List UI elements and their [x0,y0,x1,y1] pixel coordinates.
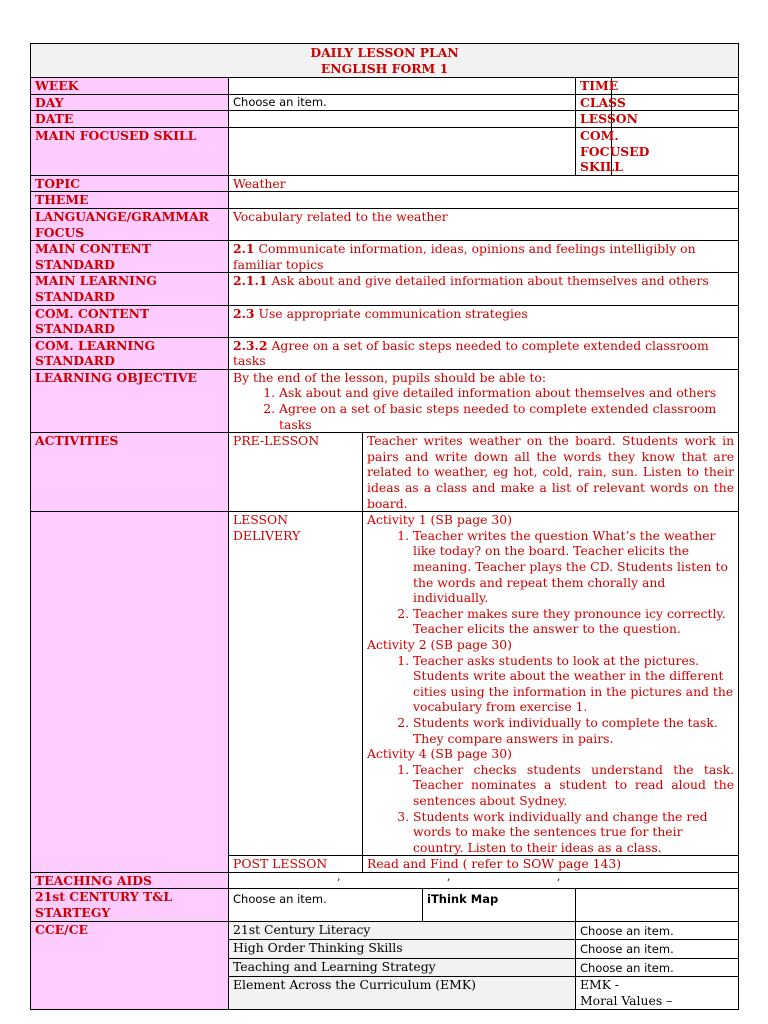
theme-label: THEME [31,192,229,209]
time-label: TIME [576,78,612,95]
moral-values-line: Moral Values – [580,993,673,1009]
lesson-delivery-text [363,512,739,856]
date-label: DATE [31,111,229,128]
aid-separator: , [447,869,451,883]
language-label: LANGUANGE/GRAMMAR FOCUS [31,208,229,240]
week-field[interactable] [229,78,576,95]
main-content-code: 2.1 [233,241,255,257]
objective-value [229,369,739,432]
com-content-code: 2.3 [233,305,255,321]
pre-lesson-label: PRE-LESSON [229,433,363,512]
plan-subtitle: ENGLISH FORM 1 [320,60,449,76]
objective-item: 1. Ask about and give detailed information about themselves and others [279,385,734,401]
lesson-plan-table [30,43,739,1010]
activity-2-list [367,653,734,747]
activity-4-list [367,762,734,856]
com-learning-value [229,337,739,369]
plan-title: DAILY LESSON PLAN [310,45,459,60]
main-skill-field[interactable] [229,127,576,175]
emk-line: EMK - [580,977,620,993]
main-skill-label: MAIN FOCUSED SKILL [31,127,229,175]
main-learning-code: 2.1.1 [233,273,268,289]
cce-strategy-label: Teaching and Learning Strategy [229,958,576,977]
ithink-map-field[interactable] [576,889,739,921]
aid-separator: , [557,869,561,883]
pre-lesson-text: Teacher writes weather on the board. Students work in pairs and write down all the words they know that are related to weather, eg hot, cold, rain, sun. Listen to their ideas as a class and make a list of relevant words on the board. [363,433,739,512]
activity-1-item: 2. Teacher makes sure they pronounce icy correctly. Teacher elicits the answer to the question. [413,606,734,637]
activity-1-item: 1. Teacher writes the question What’s the weather like today? on the board. Teacher elicits the meaning. Teacher plays the CD. Students listen to the words and repeat them chorally and individually. [413,528,734,606]
cce-literacy-label: 21st Century Literacy [229,921,576,940]
objective-intro: By the end of the lesson, pupils should be able to: [233,369,547,385]
century-dropdown[interactable]: Choose an item. [229,889,423,921]
activity-2-title: Activity 2 (SB page 30) [367,636,513,652]
plan-header [31,44,739,78]
activity-4-title: Activity 4 (SB page 30) [367,746,513,762]
topic-label: TOPIC [31,175,229,192]
activities-label: ACTIVITIES [31,433,229,512]
com-content-text: Use appropriate communication strategies [254,305,528,321]
com-learning-text: Agree on a set of basic steps needed to complete extended classroom tasks [233,337,709,369]
cce-emk-field[interactable] [576,977,739,1009]
post-lesson-text: Read and Find ( refer to SOW page 143) [363,856,739,873]
class-field[interactable] [612,94,739,111]
teaching-aids-label: TEACHING AIDS [31,872,229,889]
cce-emk-label: Element Across the Curriculum (EMK) [229,977,576,1009]
aid-separator: , [337,869,341,883]
com-skill-label: COM. FOCUSED SKILL [576,127,612,175]
objective-label: LEARNING OBJECTIVE [31,369,229,432]
main-content-text: Communicate information, ideas, opinions and feelings intelligibly on familiar topics [233,241,696,272]
teaching-aids-field[interactable] [229,869,739,889]
theme-field[interactable] [229,192,739,209]
post-lesson-label: POST LESSON [229,856,363,873]
century-label: 21st CENTURY T&L STARTEGY [31,889,229,921]
com-learning-code: 2.3.2 [233,337,268,353]
activity-2-item: 2. Students work individually to complete the task. They compare answers in pairs. [413,715,734,746]
main-learning-label: MAIN LEARNING STANDARD [31,273,229,305]
activity-4-item: 1. Teacher checks students understand the task. Teacher nominates a student to read aloud the sentences about Sydney. [413,762,734,809]
cce-strategy-dropdown[interactable]: Choose an item. [576,958,739,977]
date-field[interactable] [229,111,576,128]
main-content-value [229,241,739,273]
objective-list [233,385,734,432]
cce-label: CCE/CE [31,921,229,1009]
week-label: WEEK [31,78,229,95]
activity-1-list [367,528,734,637]
time-field[interactable] [612,78,739,95]
cce-literacy-dropdown[interactable]: Choose an item. [576,921,739,940]
com-content-value [229,305,739,337]
activity-1-title: Activity 1 (SB page 30) [367,512,513,528]
ithink-map-label: iThink Map [423,889,576,921]
cce-hots-dropdown[interactable]: Choose an item. [576,940,739,959]
cce-hots-label: High Order Thinking Skills [229,940,576,959]
day-label: DAY [31,94,229,111]
topic-value: Weather [229,175,739,192]
language-value: Vocabulary related to the weather [229,208,739,240]
objective-item: 2. Agree on a set of basic steps needed to complete extended classroom tasks [279,401,734,432]
main-learning-text: Ask about and give detailed information about themselves and others [267,273,709,289]
com-content-label: COM. CONTENT STANDARD [31,305,229,337]
lesson-label: LESSON [576,111,612,128]
main-content-label: MAIN CONTENT STANDARD [31,241,229,273]
activity-4-item: 3. Students work individually and change the red words to make the sentences true for their country. Listen to their ideas as a class. [413,809,734,856]
day-dropdown[interactable]: Choose an item. [229,94,576,111]
activity-2-item: 1. Teacher asks students to look at the pictures. Students write about the weather in the different cities using the information in the pictures and the vocabulary from exercise 1. [413,653,734,715]
com-learning-label: COM. LEARNING STANDARD [31,337,229,369]
activities-label-cont [31,512,229,873]
class-label: CLASS [576,94,612,111]
main-learning-value [229,273,739,305]
lesson-delivery-label: LESSON DELIVERY [229,512,363,856]
